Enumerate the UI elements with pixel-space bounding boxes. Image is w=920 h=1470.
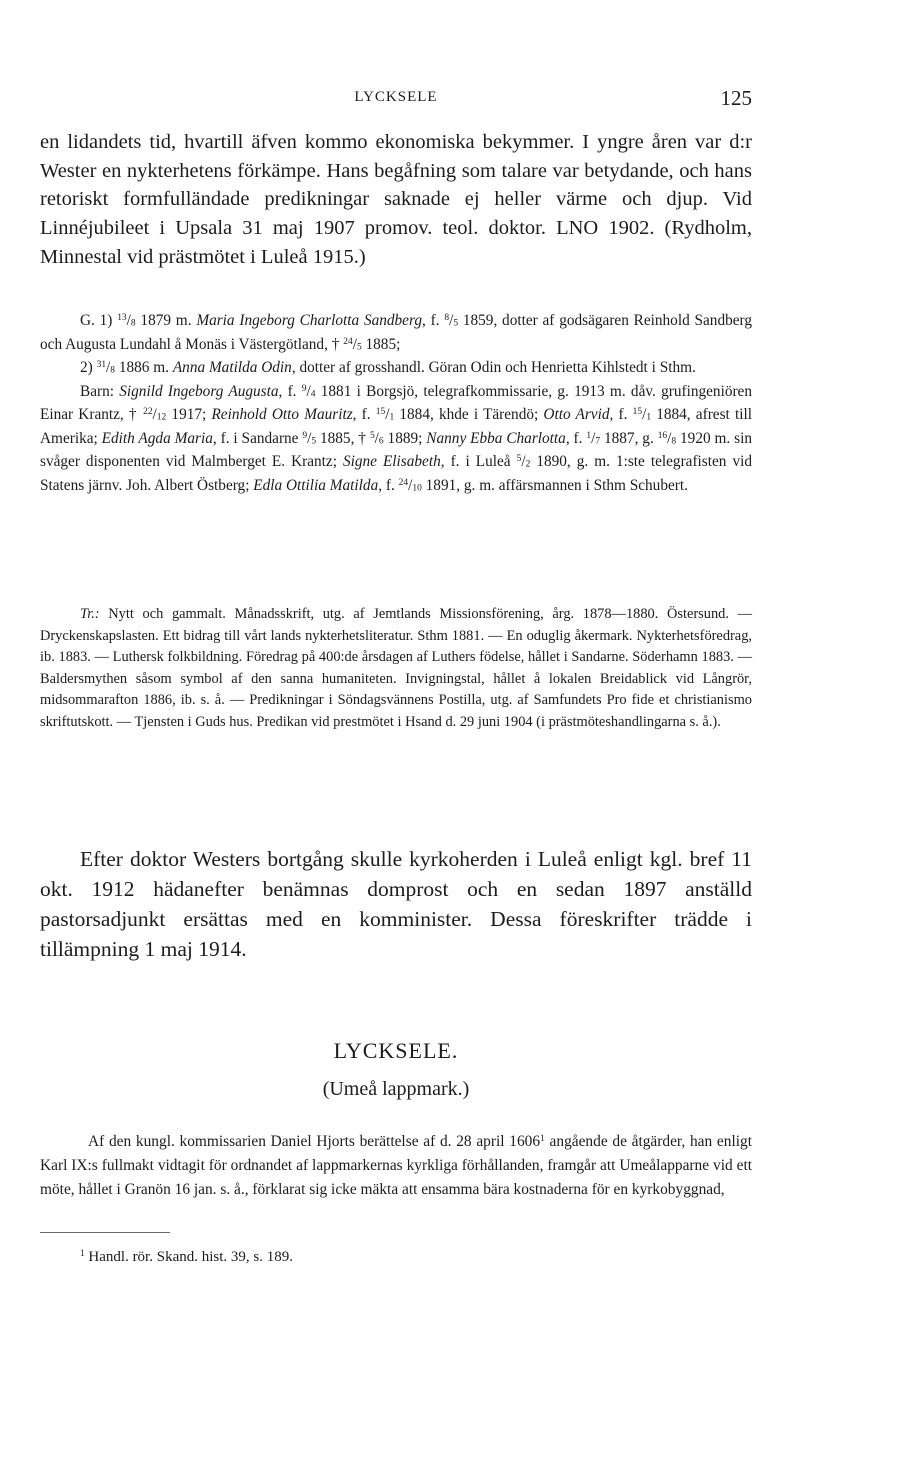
biography-paragraph: en lidandets tid, hvartill äfven kommo ekonomiska bekymmer. I yngre åren var d:r Wester en nykterhetens förkämpe. Hans begåfning som talare var betydande, och hans retoriskt formfulländade predikningar saknade ej heller värme och djup. Vid Linnéjubileet i Upsala 31 maj 1907 promov. teol. doktor. LNO 1902. (Rydholm, Minnestal vid prästmötet i Luleå 1915.) bbox=[40, 131, 752, 268]
child-name: Signild Ingeborg Augusta bbox=[119, 382, 279, 400]
date-fraction: $^{24}/_5$ bbox=[343, 335, 362, 353]
date-fraction: $^{22}/_{12}$ bbox=[143, 406, 167, 423]
works-list: Tr.: Nytt och gammalt. Månadsskrift, utg. af Jemtlands Missionsförening, årg. 1878—1880. Östersund. — Dryckenskapslasten. Ett bidrag till vårt lands nykterhetsliteratur. Sthm 1881. — En oduglig åkermark. Nykterhetsföredrag, ib. 1883. — Luthersk folkbildning. Föredrag på 400:de årsdagen af Luthers födelse, hållet i Sandarne. Söderhamn 1883. — Baldersmythen såsom symbol af den sanna humaniteten. Invigningstal, hållet å lokalen Breidablick vid Långrör, midsommarafton 1886, ib. s. å. — Predikningar i Söndagsvännens Postilla, utg. af Samfundets Pro fide et christianismo skriftutskott. — Tjensten i Guds hus. Predikan vid prestmötet i Hsand d. 29 juni 1904 (i prästmöteshandlingarna s. å.). bbox=[40, 606, 752, 730]
marriage-first: G. 1) $^{13}/_8$ 1879 m. Maria Ingeborg Charlotta Sandberg, f. $^8/_5$ 1859, dotter af godsägaren Reinhold Sandberg och Augusta Lundahl å Monäs i Västergötland, † $^{24}/_5$ 1885; bbox=[40, 312, 753, 353]
footnote-divider bbox=[40, 1232, 170, 1233]
running-title: LYCKSELE bbox=[354, 89, 438, 105]
works-label: Tr.: bbox=[80, 606, 100, 622]
marriage-second: 2) $^{31}/_8$ 1886 m. Anna Matilda Odin, dotter af grosshandl. Göran Odin och Henrietta Kihlstedt i Sthm. bbox=[80, 359, 696, 376]
date-fraction: $^{13}/_8$ bbox=[117, 312, 136, 329]
date-fraction: $^5/_6$ bbox=[369, 429, 384, 447]
date-fraction: $^8/_5$ bbox=[444, 312, 459, 329]
date-fraction: $^{31}/_8$ bbox=[96, 359, 116, 376]
page-number: 125 bbox=[720, 86, 752, 110]
section-body bbox=[40, 1130, 752, 1203]
biography-continuation bbox=[40, 128, 752, 272]
date-fraction: $^{15}/_1$ bbox=[375, 406, 395, 423]
child-name: Nanny Ebba Charlotta bbox=[426, 429, 566, 447]
genealogy-section bbox=[40, 309, 752, 497]
spouse-name: Anna Matilda Odin bbox=[172, 359, 292, 376]
child-name: Otto Arvid bbox=[543, 406, 610, 423]
footnote-reference: 1 bbox=[540, 1132, 545, 1144]
date-fraction: $^9/_5$ bbox=[302, 429, 317, 447]
section-subtitle: (Umeå lappmark.) bbox=[322, 1078, 470, 1100]
section-title: LYCKSELE. bbox=[333, 1038, 459, 1063]
children-list: Barn: Signild Ingeborg Augusta, f. $^9/_4$ 1881 i Borgsjö, telegrafkommissarie, g. 1913 m. dåv. grufingeniören Einar Krantz, † $^{22}/_{12}$ 1917; Reinhold Otto Mauritz, f. $^{15}/_1$ 1884, khde i Tärendö; Otto Arvid, f. $^{15}/_1$ 1884, afrest till Amerika; Edith Agda Maria, f. i Sandarne $^9/_5$ 1885, † $^5/_6$ 1889; Nanny Ebba Charlotta, f. $^1/_7$ 1887, g. $^{16}/_8$ 1920 m. sin svåger disponenten vid Malmberget E. Krantz; Signe Elisabeth, f. i Luleå $^5/_2$ 1890, g. m. 1:ste telegrafisten vid Statens järnv. Joh. Albert Östberg; Edla Ottilia Matilda, f. $^{24}/_{10}$ 1891, g. m. affärsmannen i Sthm Schubert. bbox=[40, 382, 753, 494]
child-name: Edith Agda Maria bbox=[101, 429, 213, 447]
spouse-name: Maria Ingeborg Charlotta Sandberg bbox=[196, 312, 423, 329]
date-fraction: $^9/_4$ bbox=[301, 382, 316, 400]
page-header bbox=[40, 86, 752, 112]
date-fraction: $^{15}/_1$ bbox=[632, 406, 652, 423]
date-fraction: $^5/_2$ bbox=[516, 453, 531, 470]
child-name: Signe Elisabeth bbox=[342, 453, 441, 470]
child-name: Edla Ottilia Matilda bbox=[253, 476, 379, 494]
footnote-text: $^1$ Handl. rör. Skand. hist. 39, s. 189. bbox=[80, 1248, 293, 1265]
date-fraction: $^{24}/_{10}$ bbox=[398, 476, 422, 494]
child-name: Reinhold Otto Mauritz bbox=[211, 406, 353, 423]
succession-notice bbox=[40, 844, 752, 964]
section-paragraph: Af den kungl. kommissarien Daniel Hjorts berättelse af d. 28 april 1606$^1$ angående de åtgärder, han enligt Karl IX:s fullmakt vidtagit för ordnandet af lappmarkernas kyrkliga förhållanden, framgår att Umeålapparne vid ett möte, hållet i Granön 16 jan. s. å., förklarat sig icke mäkta att ensamma bära kostnaderna för en kyrkobyggnad, bbox=[40, 1132, 752, 1199]
footnote bbox=[40, 1247, 752, 1267]
date-fraction: $^{16}/_8$ bbox=[657, 429, 677, 447]
footnote-mark: 1 bbox=[80, 1248, 85, 1259]
published-works bbox=[40, 604, 752, 733]
date-fraction: $^1/_7$ bbox=[586, 429, 601, 447]
notice-paragraph: Efter doktor Westers bortgång skulle kyrkoherden i Luleå enligt kgl. bref 11 okt. 1912 hädanefter benämnas domprost och en sedan 1897 anställd pastorsadjunkt ersättas med en komminister. Dessa föreskrifter trädde i tillämpning 1 maj 1914. bbox=[40, 847, 752, 961]
